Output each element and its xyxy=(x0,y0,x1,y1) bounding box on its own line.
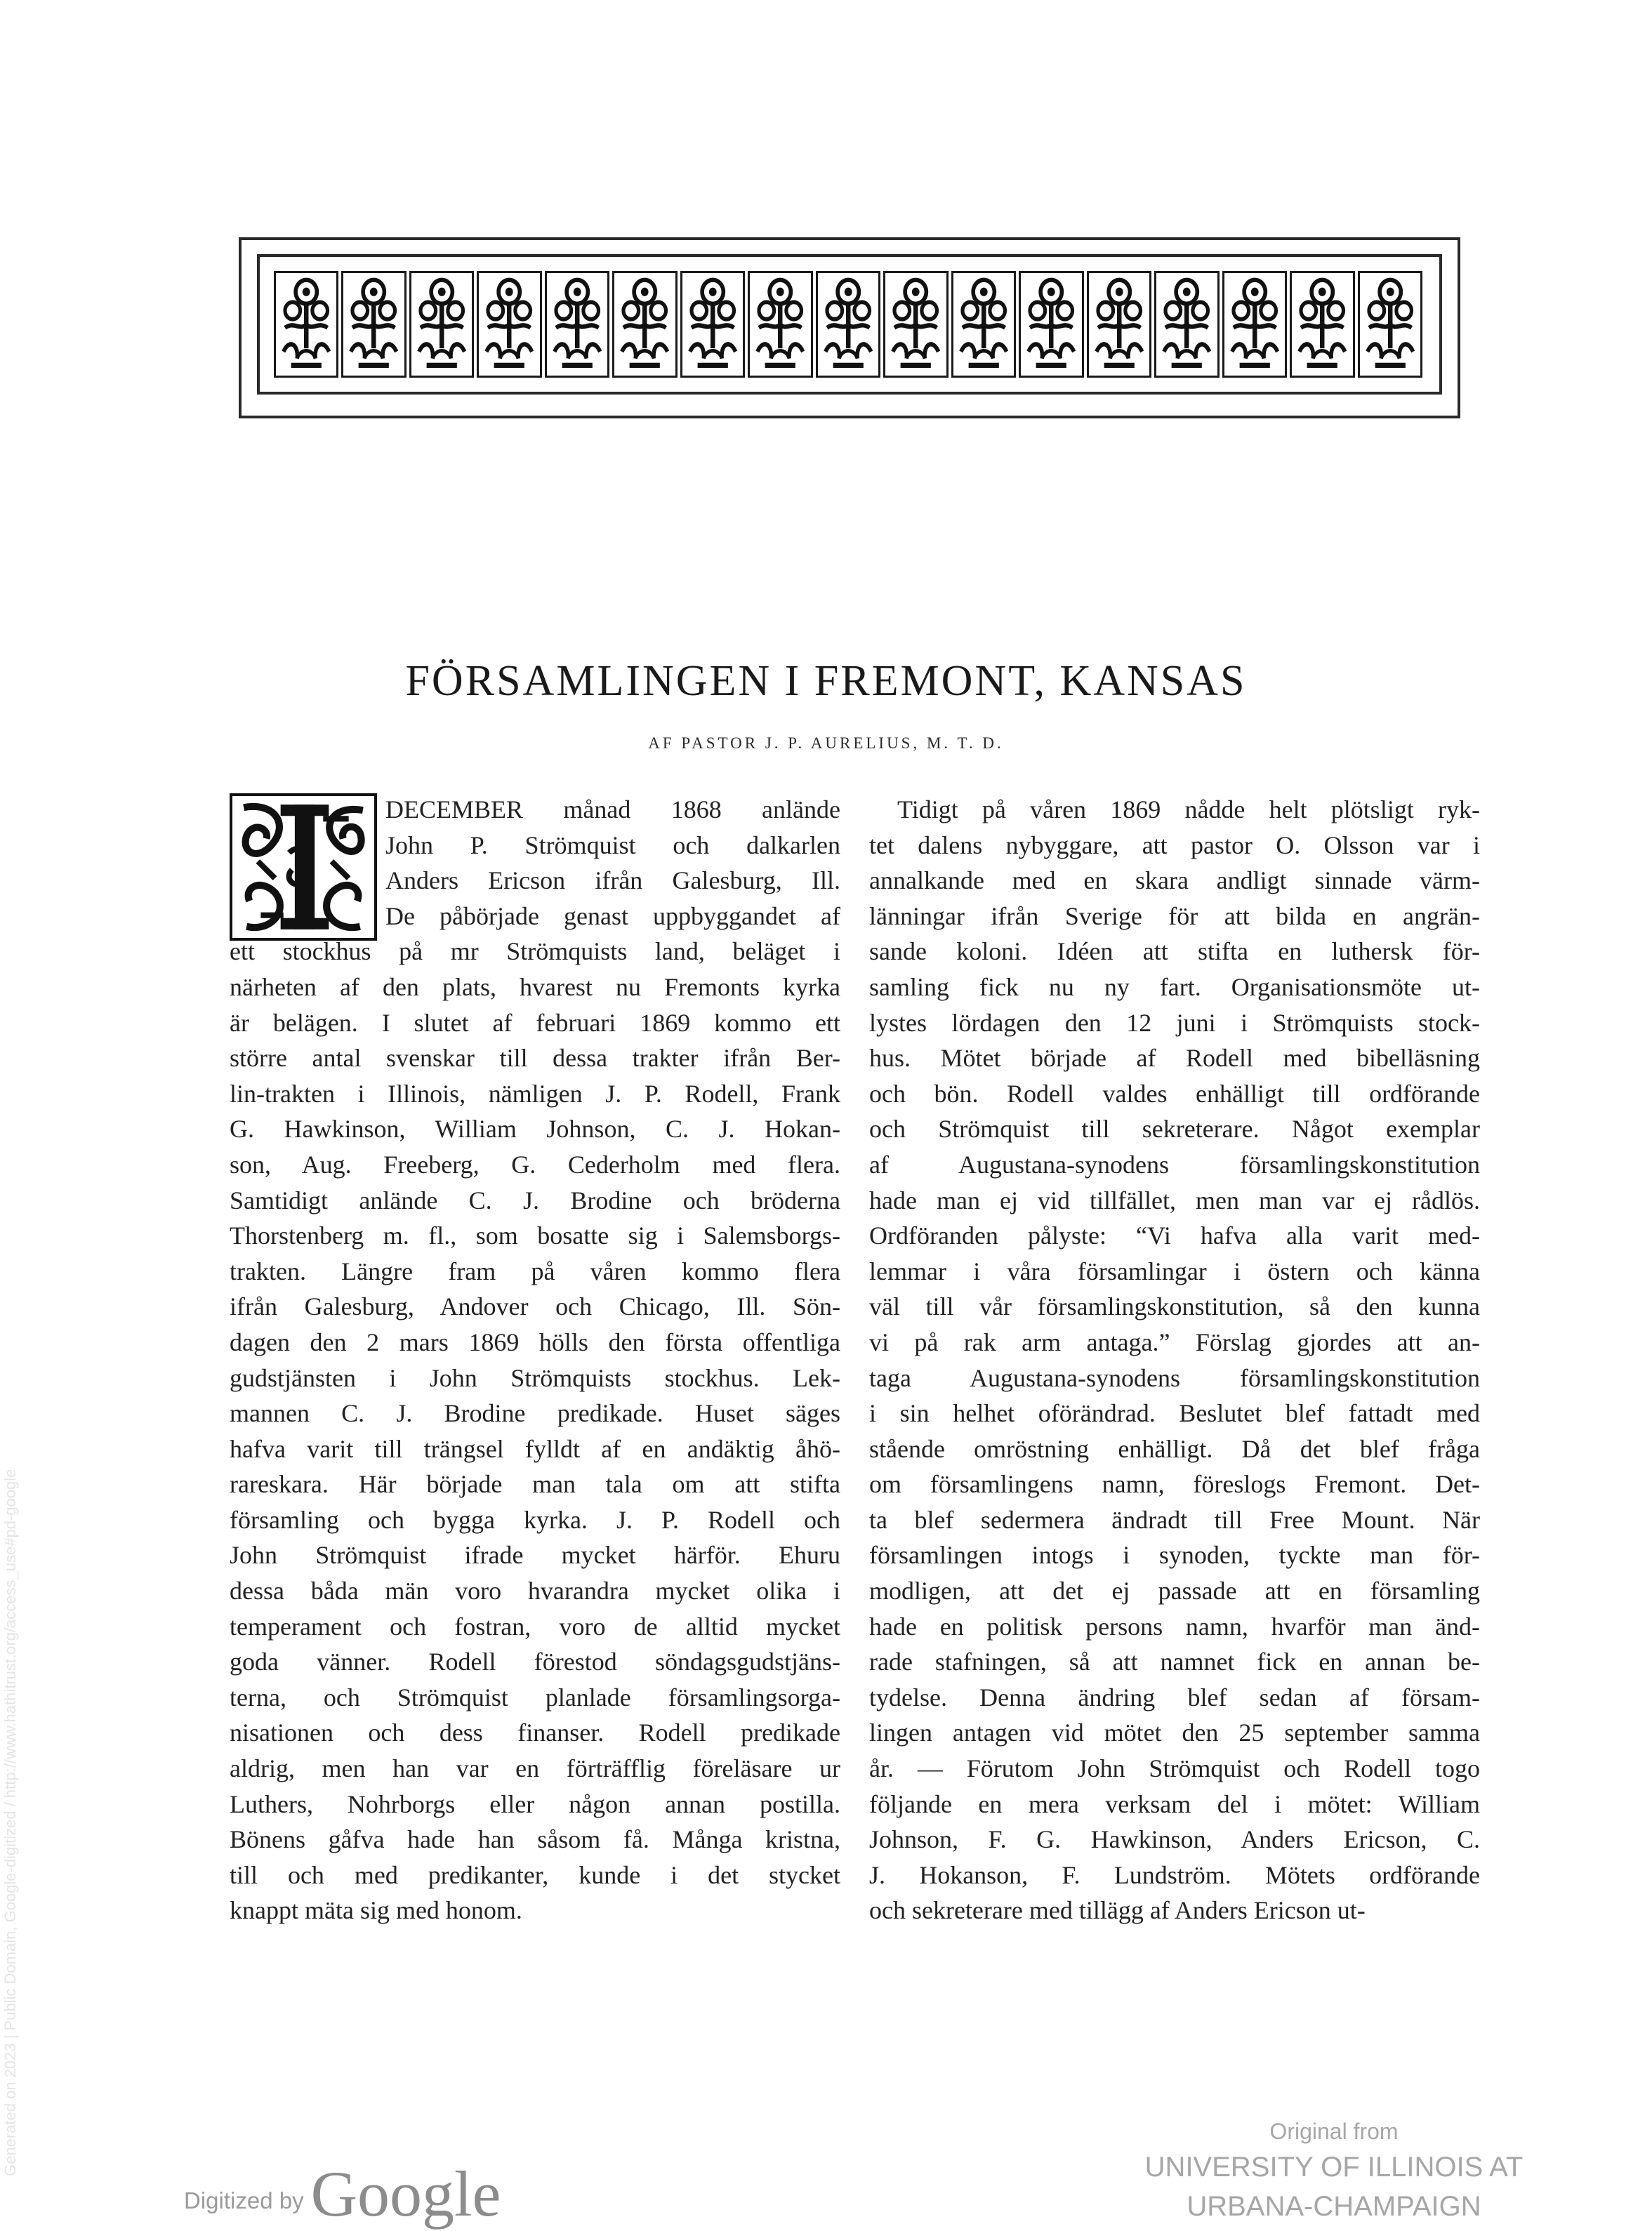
text-line: gudstjänsten i John Strömquists stockhus. Lek- xyxy=(230,1363,840,1392)
text-line: Johnson, F. G. Hawkinson, Anders Ericson, C. xyxy=(869,1825,1480,1854)
article-title: FÖRSAMLINGEN I FREMONT, KANSAS xyxy=(405,657,1247,705)
text-line: i sin helhet oförändrad. Beslutet blef fattadt med xyxy=(869,1399,1480,1428)
text-line: DECEMBER månad 1868 anlände xyxy=(385,795,840,823)
text-line: lemmar i våra församlingar i östern och känna xyxy=(869,1257,1480,1285)
text-line: lystes lördagen den 12 juni i Strömquists stock- xyxy=(869,1008,1480,1037)
text-line: nisationen och dess finanser. Rodell predikade xyxy=(230,1719,840,1747)
text-line: stående omröstning enhälligt. Då det blef fråga xyxy=(869,1434,1480,1463)
text-line: son, Aug. Freeberg, G. Cederholm med flera. xyxy=(230,1150,840,1179)
digitized-by-text: Digitized by xyxy=(184,2187,304,2213)
left-column xyxy=(230,792,840,1928)
text-line: tydelse. Denna ändring blef sedan af försam- xyxy=(869,1683,1480,1712)
text-line: goda vänner. Rodell förestod söndagsgudstjäns- xyxy=(230,1648,840,1676)
original-from-block xyxy=(1088,2119,1580,2223)
text-line: dessa båda män voro hvarandra mycket olika i xyxy=(230,1577,840,1606)
text-line: församlingen intogs i synoden, tyckte man för- xyxy=(869,1541,1480,1570)
floral-ornament-icon xyxy=(612,271,677,378)
text-line: länningar ifrån Sverige för att bilda en angrän- xyxy=(869,901,1480,930)
google-logo: Google xyxy=(310,2158,501,2230)
text-line: år. — Förutom John Strömquist och Rodell togo xyxy=(869,1754,1480,1783)
floral-ornament-icon xyxy=(1290,271,1354,378)
text-line: Luthers, Nohrborgs eller någon annan postilla. xyxy=(230,1789,840,1818)
original-from-label: Original from xyxy=(1269,2119,1399,2144)
text-line: följande en mera verksam del i mötet: William xyxy=(869,1789,1480,1818)
text-line: rade stafningen, så att namnet fick en annan be- xyxy=(869,1648,1480,1676)
text-line: hus. Mötet började af Rodell med bibelläsning xyxy=(869,1044,1480,1073)
text-line: och sekreterare med tillägg af Anders Ericson ut- xyxy=(869,1896,1366,1925)
floral-ornament-icon xyxy=(341,271,406,378)
text-line: J. Hokanson, F. Lundström. Mötets ordförande xyxy=(869,1860,1480,1889)
text-line: rareskara. Här började man tala om att stifta xyxy=(230,1470,840,1499)
text-line: Tidigt på våren 1869 nådde helt plötsligt ryk- xyxy=(897,795,1480,823)
text-line: om församlingens namn, föreslogs Fremont. Det- xyxy=(869,1470,1480,1499)
floral-ornament-icon xyxy=(951,271,1016,378)
text-line: dagen den 2 mars 1869 hölls den första offentliga xyxy=(230,1328,840,1356)
article-byline: AF PASTOR J. P. AURELIUS, M. T. D. xyxy=(648,734,1004,752)
text-line: Thorstenberg m. fl., som bosatte sig i Salemsborgs- xyxy=(230,1222,840,1250)
text-line: temperament och fostran, voro de alltid mycket xyxy=(230,1612,840,1641)
floral-ornament-icon xyxy=(1222,271,1287,378)
text-line: sande koloni. Idéen att stifta en luthersk för- xyxy=(869,937,1480,966)
text-line: af Augustana-synodens församlingskonstitution xyxy=(869,1150,1480,1179)
text-line: väl till vår församlingskonstitution, så den kunna xyxy=(869,1292,1480,1321)
floral-ornament-icon xyxy=(816,271,880,378)
text-line: Anders Ericson ifrån Galesburg, Ill. xyxy=(385,866,840,895)
text-line: hade man ej vid tillfället, men man var ej rådlös. xyxy=(869,1186,1480,1214)
text-line: annalkande med en skara andligt sinnade värm- xyxy=(869,866,1480,895)
text-line: aldrig, men han var en förträfflig föreläsare ur xyxy=(230,1754,840,1783)
text-line: närheten af den plats, hvarest nu Fremonts kyrka xyxy=(230,972,840,1001)
floral-ornament-icon xyxy=(680,271,745,378)
text-line: trakten. Längre fram på våren kommo flera xyxy=(230,1257,840,1285)
text-line: mannen C. J. Brodine predikade. Huset säges xyxy=(230,1399,840,1428)
floral-ornament-icon xyxy=(748,271,812,378)
text-line: större antal svenskar till dessa trakter ifrån Ber- xyxy=(230,1044,840,1073)
floral-ornament-icon xyxy=(1087,271,1151,378)
digitized-by-label xyxy=(184,2157,501,2231)
text-line: De påbörjade genast uppbyggandet af xyxy=(385,901,840,930)
floral-ornament-icon xyxy=(274,271,338,378)
floral-ornament-icon xyxy=(883,271,948,378)
floral-ornament-icon xyxy=(545,271,609,378)
text-line: lingen antagen vid mötet den 25 september samma xyxy=(869,1719,1480,1747)
floral-ornament-icon xyxy=(409,271,474,378)
institution-line-2: URBANA-CHAMPAIGN xyxy=(1187,2191,1481,2222)
floral-ornament-icon xyxy=(477,271,541,378)
text-line: John Strömquist ifrade mycket härför. Ehuru xyxy=(230,1541,840,1570)
text-line: Samtidigt anlände C. J. Brodine och bröderna xyxy=(230,1186,840,1214)
text-line: taga Augustana-synodens församlingskonstitution xyxy=(869,1363,1480,1392)
text-line: knappt mäta sig med honom. xyxy=(230,1896,522,1925)
header-ornament-band xyxy=(272,271,1424,378)
text-line: vi på rak arm antaga.” Förslag gjordes att an- xyxy=(869,1328,1480,1356)
floral-ornament-icon xyxy=(1358,271,1422,378)
text-line: samling fick nu ny fart. Organisationsmöte ut- xyxy=(869,972,1480,1001)
floral-ornament-icon xyxy=(1019,271,1083,378)
text-line: G. Hawkinson, William Johnson, C. J. Hokan- xyxy=(230,1115,840,1144)
margin-watermark: Generated on 2023 | Public Domain, Google-digitized / http://www.hathitrust.org/access_use#pd-google xyxy=(1,1469,19,2176)
text-line: hafva varit till trängsel fylldt af en andäktig åhö- xyxy=(230,1434,840,1463)
floral-ornament-icon xyxy=(1154,271,1219,378)
institution-line-1: UNIVERSITY OF ILLINOIS AT xyxy=(1144,2152,1524,2183)
text-line: och Strömquist till sekreterare. Något exemplar xyxy=(869,1115,1480,1144)
text-line: ta blef sedermera ändradt till Free Mount. När xyxy=(869,1505,1480,1534)
text-line: hade en politisk persons namn, hvarför man änd- xyxy=(869,1612,1480,1641)
text-line: modligen, att det ej passade att en församling xyxy=(869,1577,1480,1606)
text-line: John P. Strömquist och dalkarlen xyxy=(385,830,840,859)
text-line: ett stockhus på mr Strömquists land, beläget i xyxy=(230,937,840,966)
text-line: Bönens gåfva hade han såsom få. Många kristna, xyxy=(230,1825,840,1854)
text-line: och bön. Rodell valdes enhälligt till ordförande xyxy=(869,1079,1480,1108)
text-line: är belägen. I slutet af februari 1869 kommo ett xyxy=(230,1008,840,1037)
text-line: församling och bygga kyrka. J. P. Rodell och xyxy=(230,1505,840,1534)
text-line: ifrån Galesburg, Andover och Chicago, Ill. Sön- xyxy=(230,1292,840,1321)
text-line: Ordföranden pålyste: “Vi hafva alla varit med- xyxy=(869,1222,1480,1250)
text-line: terna, och Strömquist planlade församlingsorga- xyxy=(230,1683,840,1712)
text-line: lin-trakten i Illinois, nämligen J. P. Rodell, Frank xyxy=(230,1079,840,1108)
text-line: tet dalens nybyggare, att pastor O. Olsson var i xyxy=(869,830,1480,859)
right-column xyxy=(869,792,1480,1928)
text-line: till och med predikanter, kunde i det stycket xyxy=(230,1860,840,1889)
